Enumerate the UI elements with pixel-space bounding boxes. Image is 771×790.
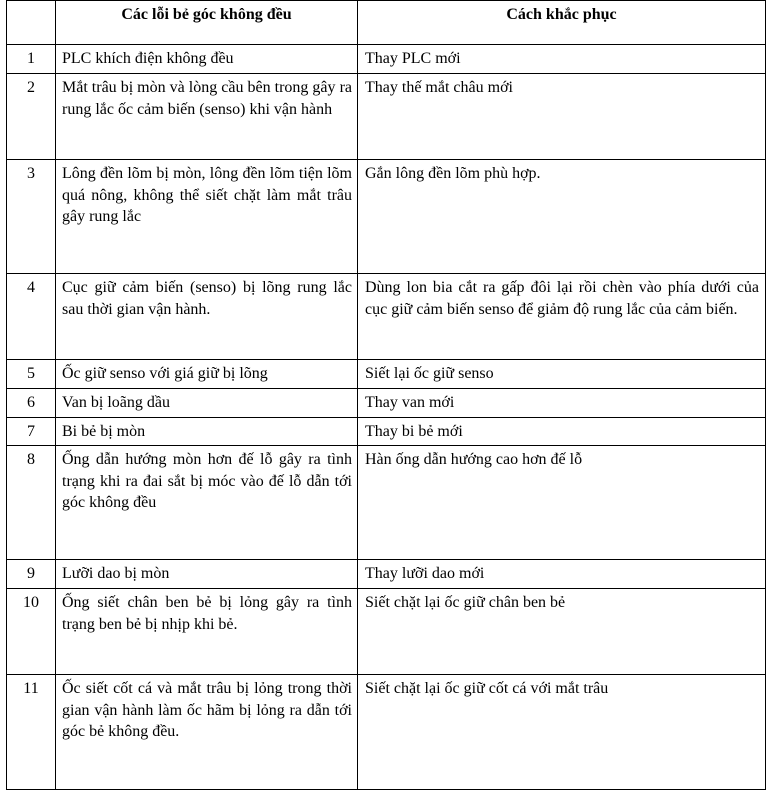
row-number: 9 [7,560,56,589]
table-row [7,74,766,160]
row-number: 11 [7,675,56,790]
header-row [7,1,766,45]
row-fix: Thay PLC mới [358,45,766,74]
table-row [7,560,766,589]
row-number: 1 [7,45,56,74]
table-row [7,446,766,560]
row-number: 5 [7,360,56,389]
row-issue: Ốc giữ senso với giá giữ bị lõng [56,360,358,389]
row-number: 4 [7,274,56,360]
table-row [7,418,766,446]
table-row [7,589,766,675]
row-number: 3 [7,160,56,274]
row-number: 6 [7,389,56,418]
row-issue: Lông đền lõm bị mòn, lông đền lõm tiện lõm quá nông, không thể siết chặt làm mắt trâu gây rung lắc [56,160,358,274]
row-number: 8 [7,446,56,560]
row-fix: Dùng lon bia cắt ra gấp đôi lại rồi chèn vào phía dưới của cục giữ cảm biến senso để giảm độ rung lắc của cảm biến. [358,274,766,360]
row-issue: Bi bẻ bị mòn [56,418,358,446]
table-row [7,360,766,389]
row-issue: Mắt trâu bị mòn và lòng cầu bên trong gây ra rung lắc ốc cảm biến (senso) khi vận hành [56,74,358,160]
row-fix: Thay thế mắt châu mới [358,74,766,160]
row-issue: Cục giữ cảm biến (senso) bị lõng rung lắc sau thời gian vận hành. [56,274,358,360]
row-issue: Van bị loãng dầu [56,389,358,418]
row-fix: Gắn lông đền lõm phù hợp. [358,160,766,274]
header-number [7,1,56,45]
table-row [7,45,766,74]
row-issue: Ống siết chân ben bẻ bị lỏng gây ra tình trạng ben bẻ bị nhịp khi bẻ. [56,589,358,675]
row-fix: Hàn ống dẫn hướng cao hơn đế lỗ [358,446,766,560]
row-number: 10 [7,589,56,675]
header-fix: Cách khắc phục [358,1,766,45]
header-issue: Các lỗi bẻ góc không đều [56,1,358,45]
row-fix: Thay van mới [358,389,766,418]
row-issue: Lưỡi dao bị mòn [56,560,358,589]
row-fix: Thay bi bẻ mới [358,418,766,446]
row-issue: Ốc siết cốt cá và mắt trâu bị lỏng trong thời gian vận hành làm ốc hãm bị lỏng ra dẫn tới góc bẻ không đều. [56,675,358,790]
row-number: 2 [7,74,56,160]
table-row [7,675,766,790]
table-row [7,160,766,274]
row-fix: Siết chặt lại ốc giữ chân ben bẻ [358,589,766,675]
table-row [7,389,766,418]
row-fix: Siết lại ốc giữ senso [358,360,766,389]
row-fix: Siết chặt lại ốc giữ cốt cá với mắt trâu [358,675,766,790]
row-number: 7 [7,418,56,446]
table-row [7,274,766,360]
row-issue: PLC khích điện không đều [56,45,358,74]
row-issue: Ống dẫn hướng mòn hơn đế lỗ gây ra tình trạng khi ra đai sắt bị móc vào đế lỗ dẫn tới góc không đều [56,446,358,560]
row-fix: Thay lưỡi dao mới [358,560,766,589]
troubleshooting-table [6,0,766,790]
